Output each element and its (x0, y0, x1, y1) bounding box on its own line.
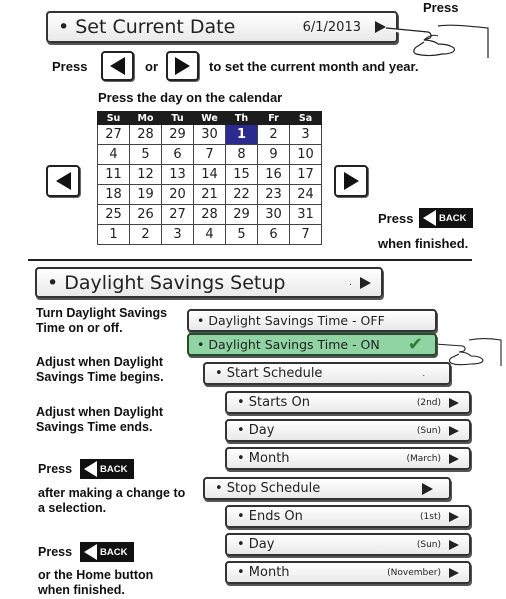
calendar-week-row (98, 225, 322, 245)
ends-on-button[interactable] (225, 505, 471, 528)
calendar-day-cell[interactable]: 18 (98, 185, 130, 205)
calendar-day-cell[interactable]: 9 (258, 145, 290, 165)
prev-month-small-button[interactable] (101, 51, 134, 81)
current-date-value: 6/1/2013 (302, 19, 361, 35)
back-button-2[interactable] (80, 459, 134, 479)
calendar-day-cell[interactable]: 3 (290, 125, 322, 145)
press-1: Press (38, 462, 73, 476)
calendar-week-row (98, 185, 322, 205)
back-button-label: BACK (439, 212, 467, 224)
arrow-left-icon (56, 172, 71, 190)
start-month-button[interactable] (225, 447, 471, 470)
calendar-day-cell[interactable]: 27 (98, 125, 130, 145)
calendar-day-cell[interactable]: 6 (258, 225, 290, 245)
calendar-day-cell[interactable]: 23 (258, 185, 290, 205)
stop-schedule-label: • Stop Schedule (215, 481, 321, 496)
arrow-left-icon (110, 57, 125, 75)
desc-begins: Adjust when Daylight Savings Time begins. (36, 355, 164, 384)
check-icon: ✔ (407, 334, 423, 355)
section-divider (28, 259, 472, 261)
calendar-day-cell[interactable]: 14 (194, 165, 226, 185)
daylight-savings-setup-button[interactable] (35, 267, 383, 298)
calendar-day-cell[interactable]: 10 (290, 145, 322, 165)
start-schedule-button[interactable] (203, 362, 451, 385)
calendar-day-cell[interactable]: 5 (130, 145, 162, 165)
calendar-grid (97, 111, 322, 245)
start-day-value: (Sun) (416, 425, 441, 436)
chevron-right-icon (449, 540, 459, 550)
back-button-3[interactable] (80, 542, 134, 562)
chevron-right-icon (449, 398, 459, 408)
instruction-or: or (145, 59, 158, 74)
calendar-day-cell[interactable]: 5 (226, 225, 258, 245)
calendar-day-cell[interactable]: 1 (98, 225, 130, 245)
calendar-day-cell[interactable]: 28 (194, 205, 226, 225)
calendar-day-header: Th (226, 112, 258, 125)
calendar-day-cell[interactable]: 15 (226, 165, 258, 185)
calendar-day-cell[interactable]: 30 (194, 125, 226, 145)
chevron-right-icon (360, 277, 371, 289)
start-day-label: • Day (237, 423, 275, 438)
calendar-week-row (98, 125, 322, 145)
stop-month-value: (November) (387, 567, 441, 578)
start-month-label: • Month (237, 451, 290, 466)
calendar-day-cell[interactable]: 28 (130, 125, 162, 145)
calendar-day-cell-selected[interactable]: 1 (226, 125, 258, 145)
calendar-day-cell[interactable]: 29 (226, 205, 258, 225)
calendar-day-cell[interactable]: 12 (130, 165, 162, 185)
next-month-small-button[interactable] (166, 51, 199, 81)
instruction-rest: to set the current month and year. (209, 59, 419, 74)
finish-press: Press (378, 211, 414, 226)
press-callout-label: Press (423, 0, 459, 15)
stop-day-value: (Sun) (416, 539, 441, 550)
calendar-day-header: We (194, 112, 226, 125)
ends-on-label: • Ends On (237, 509, 303, 524)
back-button-label: BACK (100, 546, 128, 558)
starts-on-button[interactable] (225, 391, 471, 414)
calendar-day-cell[interactable]: 13 (162, 165, 194, 185)
calendar-day-header: Fr (258, 112, 290, 125)
calendar-day-cell[interactable]: 4 (98, 145, 130, 165)
calendar-day-cell[interactable]: 19 (130, 185, 162, 205)
calendar-day-cell[interactable]: 30 (258, 205, 290, 225)
desc-toggle: Turn Daylight Savings Time on or off. (36, 306, 168, 335)
next-month-button[interactable] (334, 165, 368, 197)
chevron-right-icon (422, 483, 433, 495)
stop-month-button[interactable] (225, 561, 471, 584)
set-current-date-label: • Set Current Date (58, 16, 236, 38)
calendar-day-cell[interactable]: 26 (130, 205, 162, 225)
calendar-week-row (98, 205, 322, 225)
stop-day-button[interactable] (225, 533, 471, 556)
calendar-day-cell[interactable]: 25 (98, 205, 130, 225)
dst-off-button[interactable] (187, 309, 437, 332)
pointing-hand-icon (384, 12, 492, 58)
after-change: after making a change to a selection. (38, 486, 186, 515)
calendar-day-cell[interactable]: 8 (226, 145, 258, 165)
stop-day-label: • Day (237, 537, 275, 552)
calendar-day-cell[interactable]: 7 (290, 225, 322, 245)
arrow-right-icon (175, 57, 190, 75)
pointing-hand-icon (433, 326, 503, 366)
calendar-day-header: Sa (290, 112, 322, 125)
back-arrow-icon (84, 461, 97, 477)
dst-off-label: • Daylight Savings Time - OFF (197, 313, 385, 328)
home-finished: or the Home button when finished. (38, 568, 154, 597)
back-arrow-icon (84, 544, 97, 560)
calendar-day-cell[interactable]: 31 (290, 205, 322, 225)
stop-schedule-button[interactable] (203, 477, 451, 500)
dst-on-button[interactable] (187, 333, 437, 356)
finish-when: when finished. (378, 236, 469, 251)
starts-on-value: (2nd) (416, 397, 441, 408)
calendar-day-cell[interactable]: 24 (290, 185, 322, 205)
chevron-right-icon (449, 512, 459, 522)
calendar-day-cell[interactable]: 11 (98, 165, 130, 185)
instruction-press: Press (52, 59, 88, 74)
calendar-day-cell[interactable]: 16 (258, 165, 290, 185)
calendar-day-header: Mo (130, 112, 162, 125)
starts-on-label: • Starts On (237, 395, 310, 410)
calendar-day-cell[interactable]: 20 (162, 185, 194, 205)
press-2: Press (38, 545, 73, 559)
calendar-day-cell[interactable]: 3 (162, 225, 194, 245)
calendar-week-row (98, 145, 322, 165)
start-schedule-label: • Start Schedule (215, 366, 323, 381)
arrow-right-icon (344, 172, 359, 190)
set-current-date-button[interactable] (46, 11, 398, 43)
calendar-day-cell[interactable]: 29 (162, 125, 194, 145)
chevron-right-icon (449, 568, 459, 578)
chevron-right-icon (449, 426, 459, 436)
dst-on-label: • Daylight Savings Time - ON (197, 337, 380, 352)
start-month-value: (March) (406, 453, 441, 464)
calendar-day-cell[interactable]: 6 (162, 145, 194, 165)
prev-month-button[interactable] (46, 165, 80, 197)
chevron-right-icon (449, 454, 459, 464)
calendar-day-cell[interactable]: 4 (194, 225, 226, 245)
calendar-heading: Press the day on the calendar (98, 90, 283, 105)
calendar-day-cell[interactable]: 21 (194, 185, 226, 205)
ends-on-value: (1st) (420, 511, 441, 522)
calendar-day-cell[interactable]: 22 (226, 185, 258, 205)
calendar-day-cell[interactable]: 2 (130, 225, 162, 245)
calendar-day-cell[interactable]: 17 (290, 165, 322, 185)
back-button[interactable] (419, 208, 473, 228)
back-button-label: BACK (100, 463, 128, 475)
dot-marker: . (422, 369, 425, 378)
calendar-day-header: Tu (162, 112, 194, 125)
calendar-day-header: Su (98, 112, 130, 125)
stop-month-label: • Month (237, 565, 290, 580)
calendar-day-cell[interactable]: 7 (194, 145, 226, 165)
calendar-day-cell[interactable]: 27 (162, 205, 194, 225)
start-day-button[interactable] (225, 419, 471, 442)
calendar-week-row (98, 165, 322, 185)
dst-setup-label: • Daylight Savings Setup (47, 271, 286, 294)
back-arrow-icon (423, 210, 436, 226)
dot-marker: . (349, 277, 352, 288)
calendar-day-cell[interactable]: 2 (258, 125, 290, 145)
desc-ends: Adjust when Daylight Savings Time ends. (36, 405, 164, 434)
